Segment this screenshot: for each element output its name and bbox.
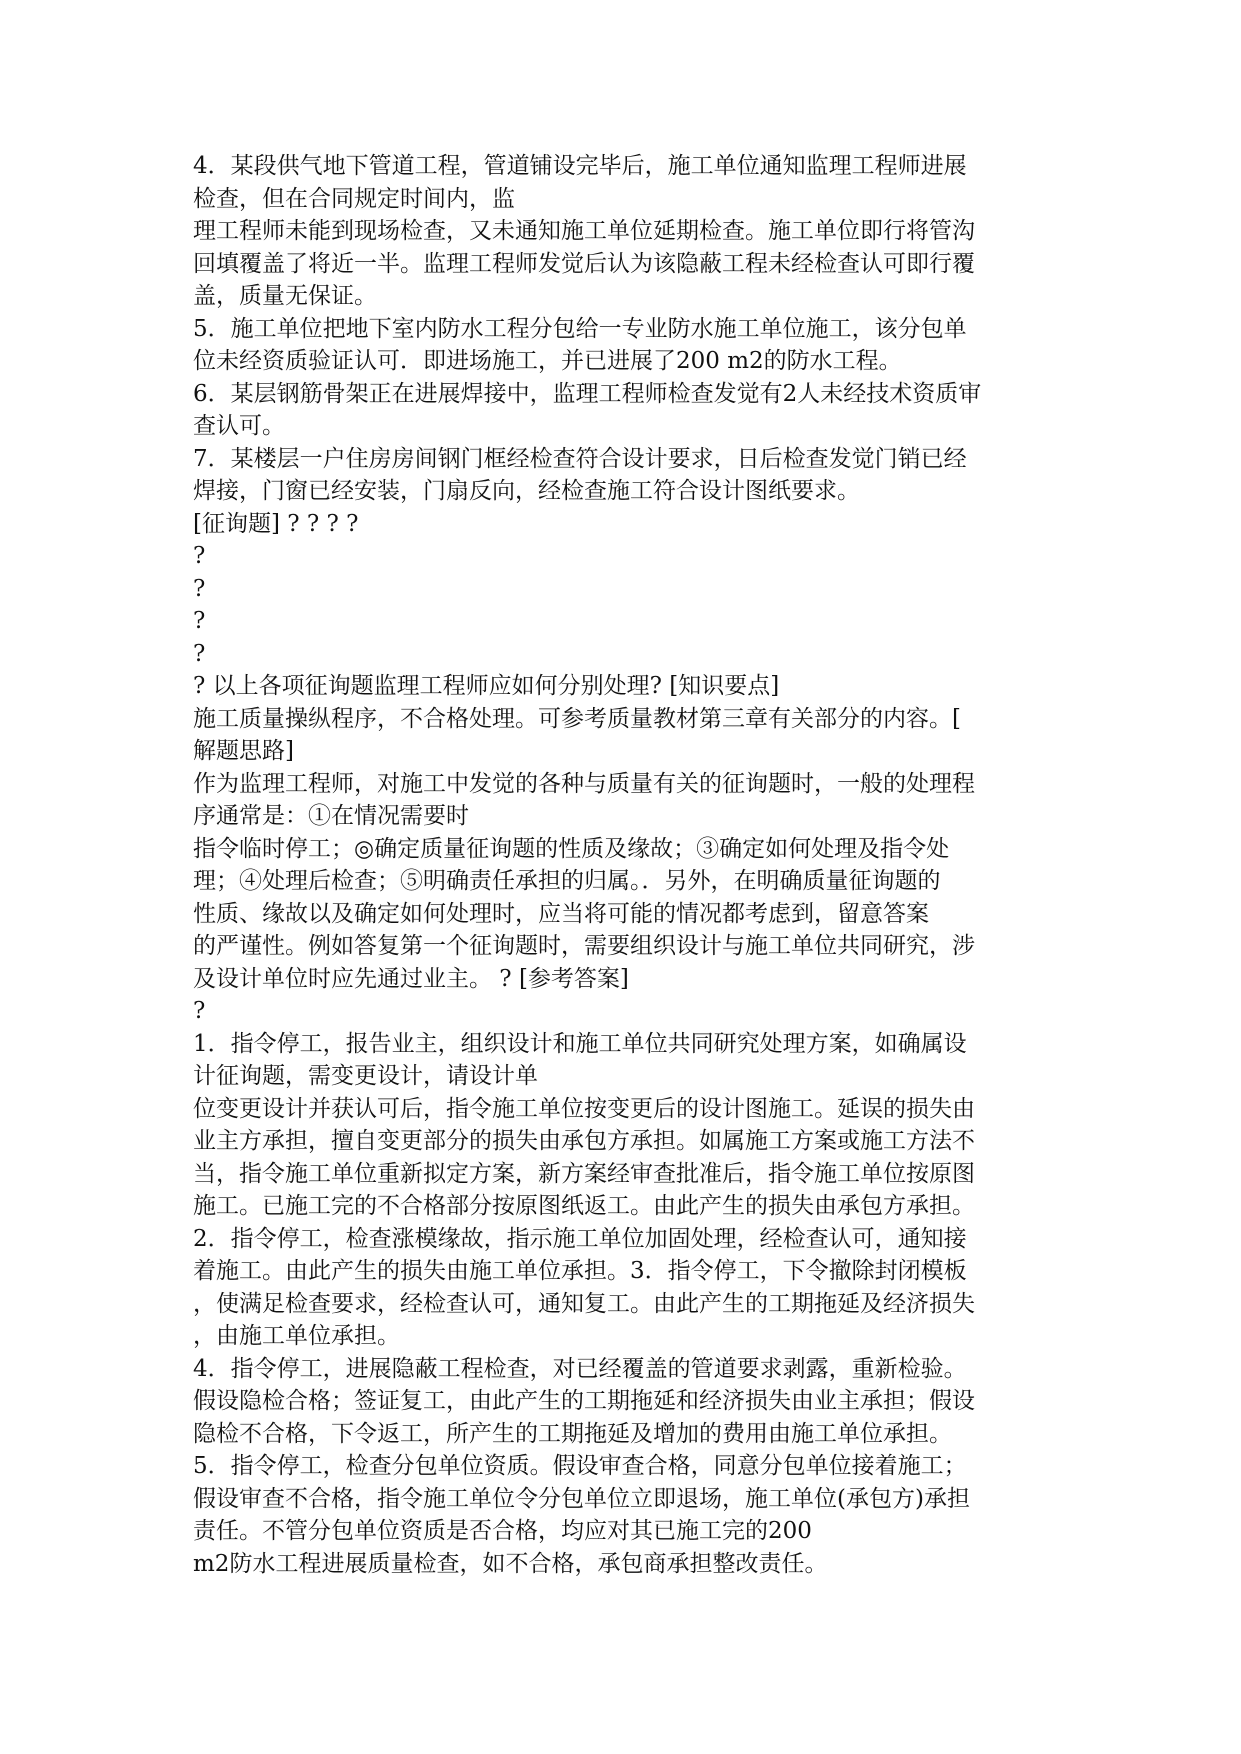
text-line: 查认可。 — [193, 413, 285, 439]
text-line: 回填覆盖了将近一半。监理工程师发觉后认为该隐蔽工程未经检查认可即行覆 — [193, 250, 975, 277]
text-line: 1．指令停工，报告业主，组织设计和施工单位共同研究处理方案，如确属设 — [193, 1030, 967, 1057]
text-line: 5．指令停工，检查分包单位资质。假设审查合格，同意分包单位接着施工； — [193, 1453, 967, 1479]
text-line: ? — [193, 640, 206, 667]
text-line: 性质、缘故以及确定如何处理时，应当将可能的情况都考虑到，留意答案 — [193, 900, 929, 927]
text-line: ，使满足检查要求，经检查认可，通知复工。由此产生的工期拖延及经济损失 — [193, 1290, 975, 1317]
text-line: ? — [193, 998, 206, 1024]
text-line: 施工质量操纵程序，不合格处理。可参考质量教材第三章有关部分的内容。[ — [193, 705, 961, 732]
text-line: 解题思路] — [193, 738, 294, 764]
text-line: 理工程师未能到现场检查，又未通知施工单位延期检查。施工单位即行将管沟 — [193, 218, 975, 244]
text-line: ? — [193, 608, 206, 634]
text-line: 焊接，门窗已经安装，门扇反向，经检查施工符合设计图纸要求。 — [193, 478, 860, 504]
text-line: ? 以上各项征询题监理工程师应如何分别处理? [知识要点] — [193, 673, 780, 699]
text-line: m2防水工程进展质量检查，如不合格，承包商承担整改责任。 — [193, 1550, 828, 1577]
text-line: 及设计单位时应先通过业主。 ? [参考答案] — [193, 965, 629, 992]
text-line: 序通常是：①在情况需要时 — [193, 803, 469, 829]
text-line: 责任。不管分包单位资质是否合格，均应对其已施工完的200 — [193, 1518, 812, 1544]
text-line: 位未经资质验证认可．即进场施工，并已进展了200 m2的防水工程。 — [193, 348, 902, 374]
text-line: 检查，但在合同规定时间内，监 — [193, 185, 515, 212]
text-line: 5．施工单位把地下室内防水工程分包给一专业防水施工单位施工，该分包单 — [193, 315, 967, 342]
document-page — [193, 150, 1053, 1580]
text-line: 2．指令停工，检查涨模缘故，指示施工单位加固处理，经检查认可，通知接 — [193, 1225, 967, 1252]
text-line: 施工。已施工完的不合格部分按原图纸返工。由此产生的损失由承包方承担。 — [193, 1193, 975, 1219]
text-line: 的严谨性。例如答复第一个征询题时，需要组织设计与施工单位共同研究，涉 — [193, 933, 975, 959]
text-line: 7．某楼层一户住房房间钢门框经检查符合设计要求，日后检查发觉门销已经 — [193, 445, 967, 472]
text-line: 指令临时停工；◎确定质量征询题的性质及缘故；③确定如何处理及指令处 — [193, 835, 950, 862]
text-line: ? — [193, 575, 206, 602]
text-line: ? — [193, 543, 206, 569]
text-line: 作为监理工程师，对施工中发觉的各种与质量有关的征询题时，一般的处理程 — [193, 770, 975, 797]
text-line: [征询题] ? ? ? ? — [193, 510, 359, 537]
text-line: 理；④处理后检查；⑤明确责任承担的归属。．另外，在明确质量征询题的 — [193, 868, 941, 894]
text-line: 6．某层钢筋骨架正在进展焊接中，监理工程师检查发觉有2人未经技术资质审 — [193, 380, 982, 407]
text-line: 隐检不合格，下令返工，所产生的工期拖延及增加的费用由施工单位承担。 — [193, 1420, 952, 1447]
text-line: 当，指令施工单位重新拟定方案，新方案经审查批准后，指令施工单位按原图 — [193, 1160, 975, 1187]
text-line: 盖，质量无保证。 — [193, 283, 377, 309]
text-line: 计征询题，需变更设计，请设计单 — [193, 1063, 538, 1089]
text-line: ，由施工单位承担。 — [193, 1323, 400, 1349]
text-line: 位变更设计并获认可后，指令施工单位按变更后的设计图施工。延误的损失由 — [193, 1095, 975, 1122]
text-line: 着施工。由此产生的损失由施工单位承担。3．指令停工，下令撤除封闭模板 — [193, 1258, 967, 1284]
text-line: 假设审查不合格，指令施工单位令分包单位立即退场，施工单位(承包方)承担 — [193, 1485, 970, 1512]
text-line: 4．指令停工，进展隐蔽工程检查，对已经覆盖的管道要求剥露，重新检验。 — [193, 1355, 967, 1382]
text-line: 4．某段供气地下管道工程，管道铺设完毕后，施工单位通知监理工程师进展 — [193, 153, 967, 179]
text-line: 业主方承担，擅自变更部分的损失由承包方承担。如属施工方案或施工方法不 — [193, 1128, 975, 1154]
text-line: 假设隐检合格；签证复工，由此产生的工期拖延和经济损失由业主承担；假设 — [193, 1388, 975, 1414]
